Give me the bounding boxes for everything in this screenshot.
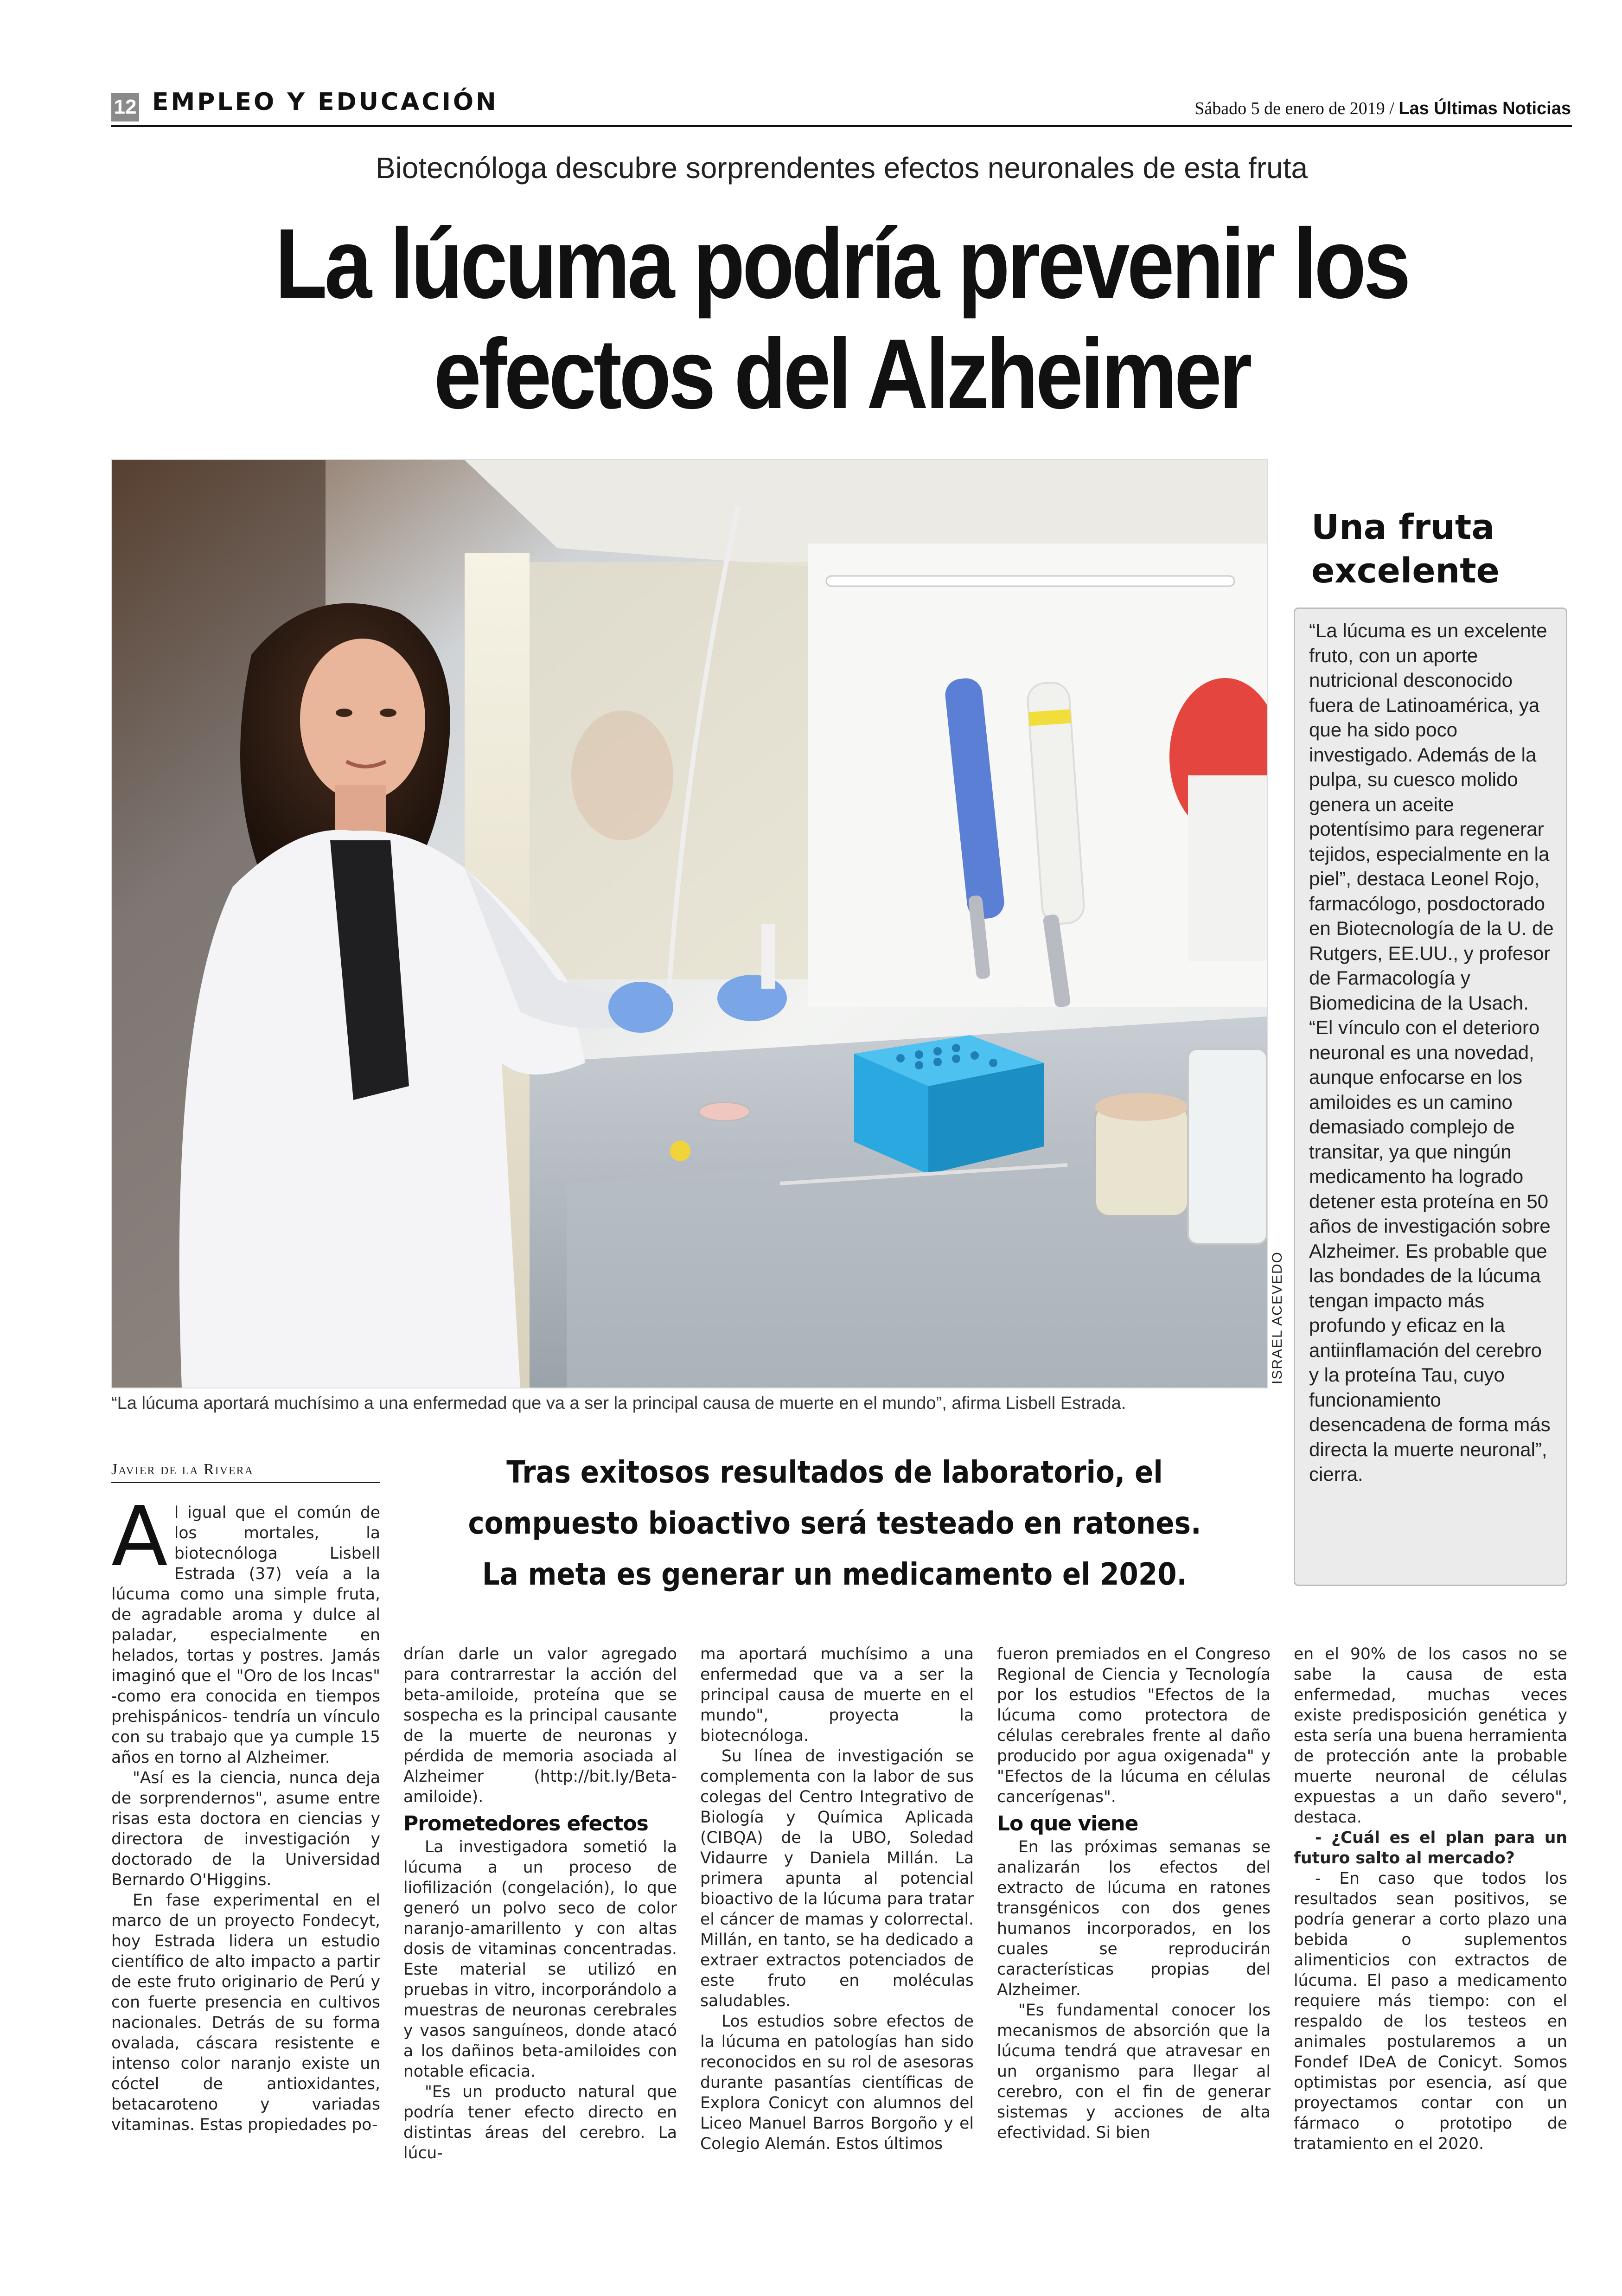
- paragraph: "Es fundamental conocer los mecanismos de absorción que la lúcuma tendrá que atravesar en un organismo para llegar al cerebro, con el fin de generar sistemas y acciones de alta efectividad. Si bien: [997, 2001, 1271, 2142]
- photo-credit: ISRAEL ACEVEDO: [1270, 1251, 1285, 1384]
- paragraph: en el 90% de los casos no se sabe la causa de esta enfermedad, muchas veces existe predisposición genética y esta sería una buena herramienta de protección ante la probable muerte neuronal de células expuestas a un daño severo", destaca.: [1294, 1645, 1567, 1827]
- deck: Tras exitosos resultados de laboratorio, el compuesto bioactivo será testeado en ratones. La meta es generar un medicamento el 2020.: [468, 1454, 1201, 1592]
- paragraph: "Así es la ciencia, nunca deja de sorprendernos", asume entre risas esta doctora en ciencias y directora de investigación y doctorado de la Universidad Bernardo O'Higgins.: [111, 1769, 380, 1889]
- headline-line-2: efectos del Alzheimer: [434, 319, 1250, 429]
- paragraph: "Es un producto natural que podría tener efecto directo en distintas áreas del cerebro. La lúcu-: [403, 2083, 677, 2162]
- paragraph: En las próximas semanas se analizarán los efectos del extracto de lúcuma en ratones transgénicos con dos genes humanos incorporados, en los cuales se reproducirán características propias del Alzheimer.: [997, 1838, 1271, 1999]
- kicker: Biotecnóloga descubre sorprendentes efectos neuronales de esta fruta: [375, 151, 1308, 185]
- lab-photo: [111, 459, 1268, 1388]
- page-number: 12: [111, 93, 139, 122]
- newspaper-name: Las Últimas Noticias: [1398, 99, 1571, 118]
- issue-date: [1194, 98, 1571, 119]
- subheading: Lo que viene: [997, 1812, 1138, 1836]
- paragraph: Los estudios sobre efectos de la lúcuma en patologías han sido reconocidos en su rol de asesoras durante pasantías científicas de Explora Conicyt con alumnos del Liceo Manuel Barros Borgoño y el Colegio Alemán. Estos últimos: [700, 2012, 974, 2153]
- article-column-1: [111, 1489, 380, 2135]
- header-rule: [111, 125, 1572, 127]
- paragraph: La investigadora sometió la lúcuma a un proceso de liofilización (congelación), lo que generó un polvo seco de color naranjo-amarillento y con altas dosis de vitaminas concentradas. Este material se utilizó en pruebas in vitro, incorporándolo a muestras de neuronas cerebrales y vasos sanguíneos, donde atacó a los dañinos beta-amiloides con notable eficacia.: [403, 1838, 677, 2081]
- article-column-4: [997, 1644, 1271, 2143]
- sidebar-title: Una fruta excelente: [1311, 507, 1500, 591]
- photo-caption: “La lúcuma aportará muchísimo a una enfermedad que va a ser la principal causa de muerte en el mundo”, afirma Lisbell Estrada.: [111, 1394, 1126, 1413]
- drop-cap: A: [111, 1489, 168, 1585]
- interview-question: - ¿Cuál es el plan para un futuro salto al mercado?: [1294, 1829, 1567, 1867]
- article-column-3: [700, 1644, 974, 2154]
- article-column-5: [1294, 1644, 1567, 2154]
- paragraph: ma aportará muchísimo a una enfermedad que va a ser la principal causa de muerte en el mundo", proyecta la biotecnóloga.: [700, 1645, 974, 1745]
- headline-line-1: La lúcuma podría prevenir los: [275, 208, 1408, 319]
- paragraph: En fase experimental en el marco de un proyecto Fondecyt, hoy Estrada lidera un estudio científico de alto impacto a partir de este fruto originario de Perú y con fuerte presencia en cultivos nacionales. Detrás de su forma ovalada, cáscara resistente e intenso color naranjo existe un cóctel de antioxidantes, betacaroteno y variadas vitaminas. Estas propiedades po-: [111, 1891, 380, 2134]
- paragraph: l igual que el común de los mortales, la biotecnóloga Lisbell Estrada (37) veía a la lúcuma como una simple fruta, de agradable aroma y dulce al paladar, especialmente en helados, tortas y postres. Jamás imaginó que el "Oro de los Incas" -como era conocida en tiempos prehispánicos- tendría un vínculo con su trabajo que ya cumple 15 años en torno al Alzheimer.: [111, 1503, 380, 1767]
- paragraph: drían darle un valor agregado para contrarrestar la acción del beta-amiloide, proteína que se sospecha es la principal causante de la muerte de neuronas y pérdida de memoria asociada al Alzheimer (http://bit.ly/Beta-amiloide).: [403, 1645, 677, 1806]
- article-column-2: [403, 1644, 677, 2163]
- paragraph: fueron premiados en el Congreso Regional de Ciencia y Tecnología por los estudios "Efectos de la lúcuma como protectora de células cerebrales frente al daño producido por agua oxigenada" y "Efectos de la lúcuma en células cancerígenas".: [997, 1645, 1271, 1806]
- subheading: Prometedores efectos: [403, 1812, 648, 1836]
- paragraph: Su línea de investigación se complementa con la labor de sus colegas del Centro Integrativo de Biología y Química Aplicada (CIBQA) de la UBO, Soledad Vidaurre y Daniela Millán. La primera apunta al potencial bioactivo de la lúcuma para tratar el cáncer de mamas y colorrectal. Millán, en tanto, se ha dedicado a extraer extractos potenciados de este fruto en moléculas saludables.: [700, 1747, 974, 2010]
- sidebar-body: “La lúcuma es un excelente fruto, con un aporte nutricional desconocido fuera de Latinoamérica, ya que ha sido poco investigado. Además de la pulpa, su cuesco molido genera un aceite potentísimo para regenerar tejidos, especialmente en la piel”, destaca Leonel Rojo, farmacólogo, posdoctorado en Biotecnología de la U. de Rutgers, EE.UU., y profesor de Farmacología y Biomedicina de la Usach. “El vínculo con el deterioro neuronal es una novedad, aunque enfocarse en los amiloides es un camino demasiado complejo de transitar, ya que ningún medicamento ha logrado detener esta proteína en 50 años de investigación sobre Alzheimer. Es probable que las bondades de la lúcuma tengan impacto más profundo y eficaz en la antiinflamación del cerebro y la proteína Tau, cuyo funcionamiento desencadena de forma más directa la muerte neuronal”, cierra.: [1309, 620, 1554, 1485]
- headline: [214, 209, 1470, 429]
- byline: Javier de la Rivera: [111, 1461, 380, 1483]
- date-text: Sábado 5 de enero de 2019 /: [1194, 99, 1394, 118]
- section-title: EMPLEO Y EDUCACIÓN: [152, 88, 498, 116]
- paragraph: - En caso que todos los resultados sean positivos, se podría generar a corto plazo una bebida o suplementos alimenticios con extractos de lúcuma. El paso a medicamento requiere más tiempo: con el respaldo de los testeos en animales postularemos a un Fondef IDeA de Conicyt. Somos optimistas por esencia, así que proyectamos contar con un fármaco o prototipo de tratamiento en el 2020.: [1294, 1869, 1567, 2153]
- sidebar-box: [1294, 608, 1567, 1586]
